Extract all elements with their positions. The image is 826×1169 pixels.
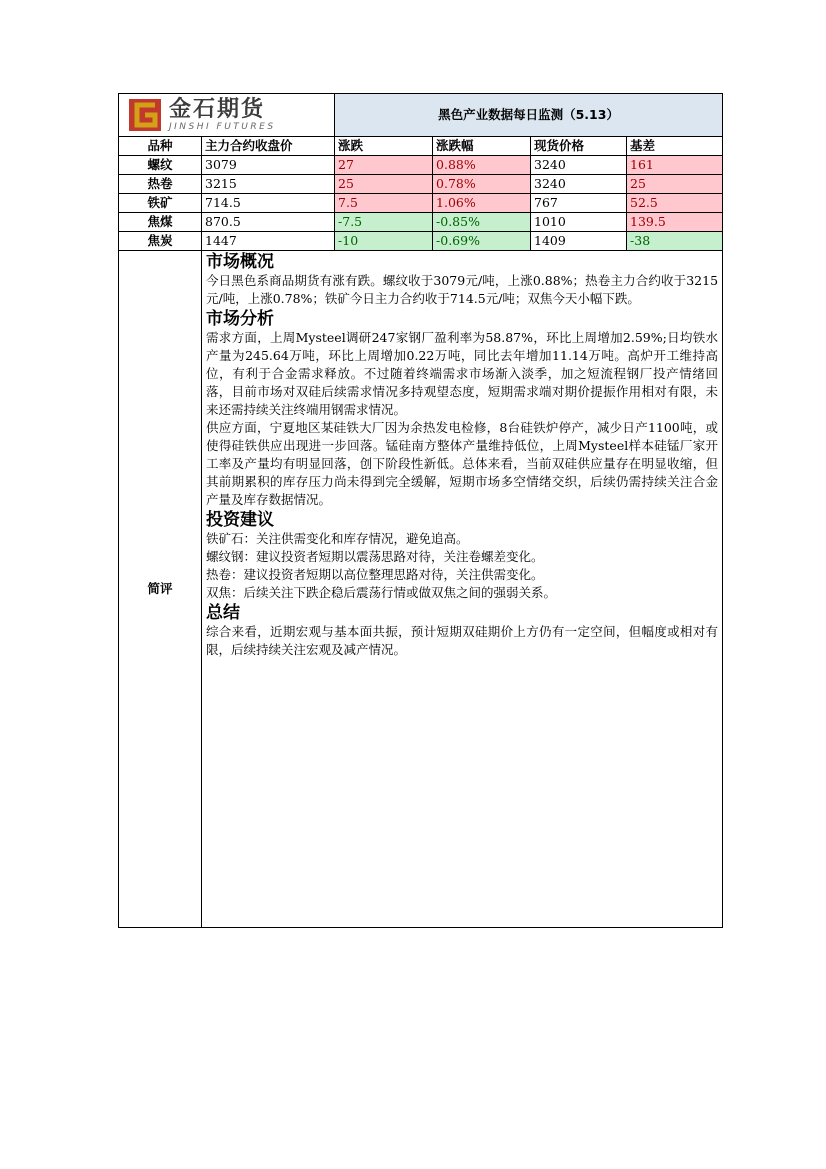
logo-cell — [119, 94, 335, 137]
section-title: 市场分析 — [206, 309, 274, 329]
column-header: 涨跌幅 — [433, 137, 531, 156]
change-cell: 25 — [335, 175, 433, 194]
report-title: 黑色产业数据每日监测（5.13） — [335, 94, 723, 137]
column-header: 涨跌 — [335, 137, 433, 156]
company-logo — [119, 94, 334, 136]
row-name: 铁矿 — [119, 194, 202, 213]
section-title: 总结 — [206, 603, 240, 623]
comment-label: 简评 — [119, 251, 202, 928]
close-price-cell: 1447 — [202, 232, 335, 251]
data-rows — [119, 156, 723, 251]
section-paragraph: 铁矿石：关注供需变化和库存情况，避免追高。 — [206, 531, 469, 546]
spot-price-cell: 3240 — [531, 175, 627, 194]
table-row — [119, 175, 723, 194]
report-sheet — [118, 93, 722, 928]
row-name: 焦炭 — [119, 232, 202, 251]
close-price-cell: 3215 — [202, 175, 335, 194]
row-name: 热卷 — [119, 175, 202, 194]
spot-price-cell: 3240 — [531, 156, 627, 175]
change-cell: 27 — [335, 156, 433, 175]
section-paragraph: 螺纹钢：建议投资者短期以震荡思路对待，关注卷螺差变化。 — [206, 549, 544, 564]
section-paragraph: 今日黑色系商品期货有涨有跌。螺纹收于3079元/吨，上涨0.88%；热卷主力合约收于3215元/吨，上涨0.78%；铁矿今日主力合约收于714.5元/吨；双焦今天小幅下跌。 — [206, 273, 719, 306]
table-row — [119, 194, 723, 213]
spot-price-cell: 1010 — [531, 213, 627, 232]
column-header-row — [119, 137, 723, 156]
close-price-cell: 870.5 — [202, 213, 335, 232]
change-pct-cell: 1.06% — [433, 194, 531, 213]
header-row — [119, 94, 723, 137]
change-pct-cell: 0.78% — [433, 175, 531, 194]
basis-cell: 25 — [627, 175, 723, 194]
section-paragraph: 双焦：后续关注下跌企稳后震荡行情或做双焦之间的强弱关系。 — [206, 585, 557, 600]
row-name: 焦煤 — [119, 213, 202, 232]
logo-cn-text: 金石期货 — [169, 97, 266, 122]
spot-price-cell: 767 — [531, 194, 627, 213]
table-row — [119, 213, 723, 232]
column-header: 现货价格 — [531, 137, 627, 156]
section-paragraph: 供应方面，宁夏地区某硅铁大厂因为余热发电检修，8台硅铁炉停产，减少日产1100吨，或使得硅铁供应出现进一步回落。锰硅南方整体产量维持低位，上周Mysteel样本硅锰厂家开工率及产量均有明显回落，创下阶段性新低。总体来看，当前双硅供应量存在明显收缩，但其前期累积的库存压力尚未得到完全缓解，短期市场多空情绪交织，后续仍需持续关注合金产量及库存数据情况。 — [206, 420, 719, 507]
logo-mark-icon — [127, 97, 163, 133]
basis-cell: 161 — [627, 156, 723, 175]
change-pct-cell: -0.69% — [433, 232, 531, 251]
change-cell: -10 — [335, 232, 433, 251]
change-cell: 7.5 — [335, 194, 433, 213]
row-name: 螺纹 — [119, 156, 202, 175]
section-paragraph: 热卷：建议投资者短期以高位整理思路对待，关注供需变化。 — [206, 567, 544, 582]
section-title: 市场概况 — [206, 252, 274, 272]
table-row — [119, 156, 723, 175]
table-row — [119, 232, 723, 251]
section-title: 投资建议 — [206, 510, 274, 530]
change-pct-cell: -0.85% — [433, 213, 531, 232]
column-header: 基差 — [627, 137, 723, 156]
section-paragraph: 综合来看，近期宏观与基本面共振，预计短期双硅期价上方仍有一定空间，但幅度或相对有限，后续持续关注宏观及减产情况。 — [206, 624, 719, 657]
column-header: 主力合约收盘价 — [202, 137, 335, 156]
column-header: 品种 — [119, 137, 202, 156]
change-pct-cell: 0.88% — [433, 156, 531, 175]
data-table — [118, 93, 723, 928]
change-cell: -7.5 — [335, 213, 433, 232]
section-paragraph: 需求方面，上周Mysteel调研247家钢厂盈利率为58.87%，环比上周增加2.59%;日均铁水产量为245.64万吨，环比上周增加0.22万吨，同比去年增加11.14万吨。高炉开工维持高位，有利于合金需求释放。不过随着终端需求市场渐入淡季，加之短流程钢厂投产情绪回落，目前市场对双硅后续需求情况多持观望态度，短期需求端对期价提振作用相对有限，未来还需持续关注终端用钢需求情况。 — [206, 330, 719, 417]
comment-row — [119, 251, 723, 928]
basis-cell: 52.5 — [627, 194, 723, 213]
spot-price-cell: 1409 — [531, 232, 627, 251]
comment-content — [202, 251, 723, 928]
basis-cell: -38 — [627, 232, 723, 251]
basis-cell: 139.5 — [627, 213, 723, 232]
close-price-cell: 3079 — [202, 156, 335, 175]
logo-en-text: JINSHI FUTURES — [169, 122, 276, 132]
close-price-cell: 714.5 — [202, 194, 335, 213]
